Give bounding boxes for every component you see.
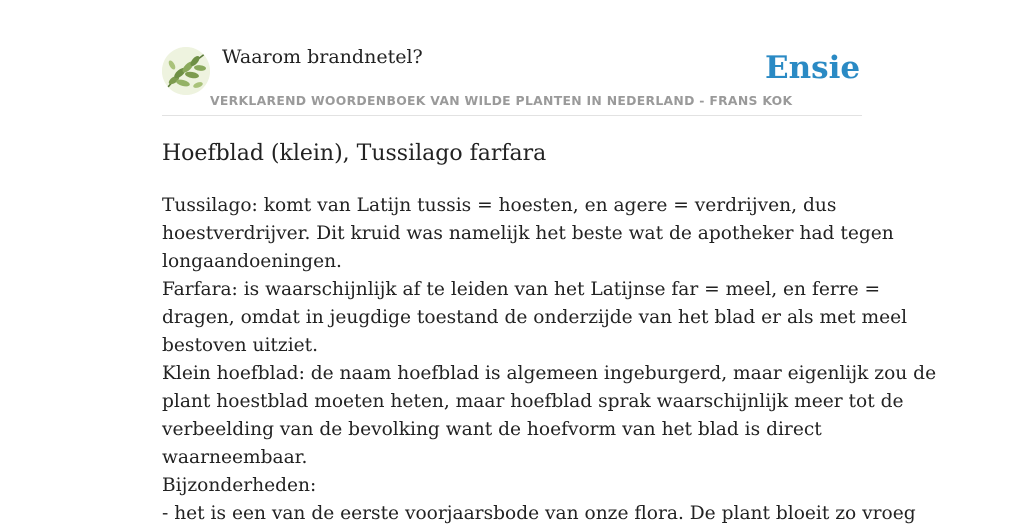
article-body (162, 192, 937, 528)
body-line: Farfara: is waarschijnlijk af te leiden van het Latijnse far = meel, en ferre = (162, 279, 881, 300)
avatar[interactable] (162, 47, 210, 95)
body-line: dragen, omdat in jeugdige toestand de onderzijde van het blad er als met meel (162, 307, 908, 328)
leaf-icon (162, 47, 210, 95)
brand-logo[interactable]: Ensie (765, 50, 861, 86)
body-line: Klein hoefblad: de naam hoefblad is algemeen ingeburgerd, maar eigenlijk zou de (162, 363, 937, 384)
body-line: - het is een van de eerste voorjaarsbode van onze flora. De plant bloeit zo vroeg (162, 503, 916, 524)
body-line: Tussilago: komt van Latijn tussis = hoesten, en agere = verdrijven, dus (162, 195, 837, 216)
body-line: hoestverdrijver. Dit kruid was namelijk het beste wat de apotheker had tegen (162, 223, 894, 244)
article-heading: Hoefblad (klein), Tussilago farfara (162, 141, 547, 166)
header-title[interactable]: Waarom brandnetel? (222, 46, 423, 68)
body-line: bestoven uitziet. (162, 335, 319, 356)
body-line: Bijzonderheden: (162, 475, 317, 496)
body-line: plant hoestblad moeten heten, maar hoefblad sprak waarschijnlijk meer tot de (162, 391, 904, 412)
body-line: verbeelding van de bevolking want de hoefvorm van het blad is direct (162, 419, 822, 440)
body-line: waarneembaar. (162, 447, 308, 468)
dictionary-subtitle[interactable]: VERKLAREND WOORDENBOEK VAN WILDE PLANTEN IN NEDERLAND - FRANS KOK (210, 93, 793, 108)
divider (162, 115, 862, 116)
body-line: longaandoeningen. (162, 251, 342, 272)
